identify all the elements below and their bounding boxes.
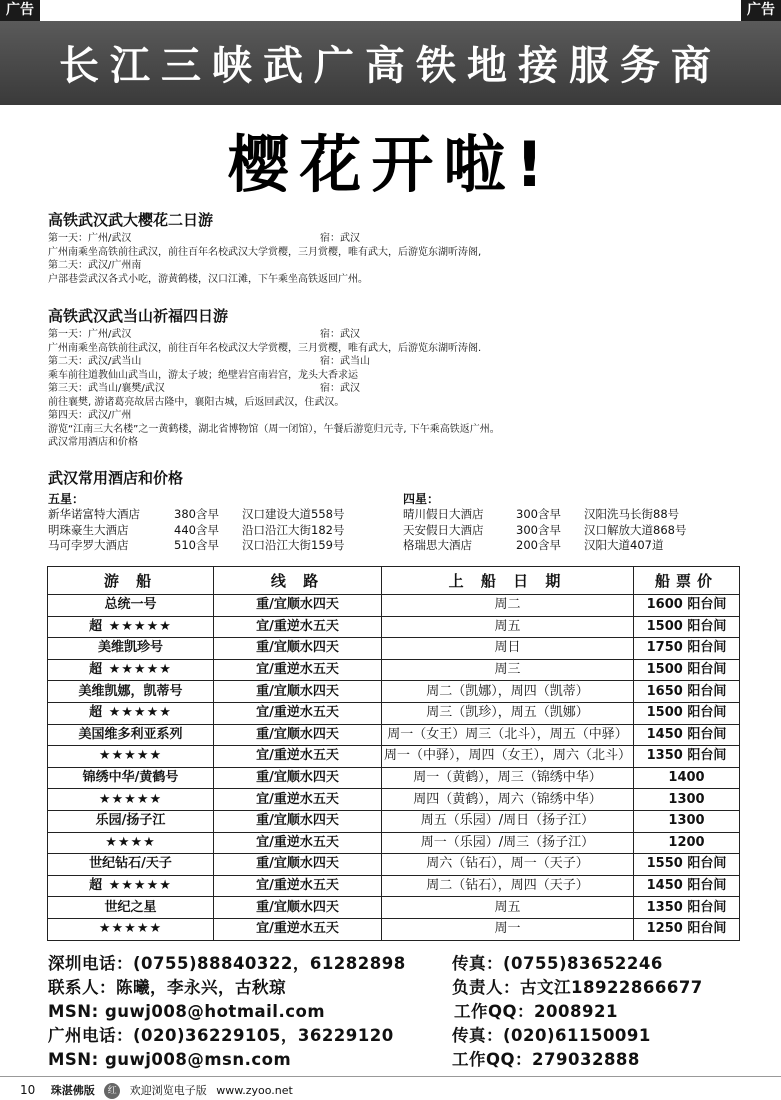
guangzhou-fax: 传真：(020)61150091 bbox=[452, 1026, 651, 1045]
itinerary-line bbox=[48, 396, 768, 410]
dates-cell: 周五 bbox=[382, 616, 634, 638]
itinerary-line bbox=[48, 409, 768, 423]
price-cell: 1450 阳台间 bbox=[634, 875, 740, 897]
dates-cell: 周六（钻石），周一（天子） bbox=[382, 854, 634, 876]
price-cell: 1450 阳台间 bbox=[634, 724, 740, 746]
price-cell: 1300 bbox=[634, 789, 740, 811]
hotel-name: 明珠豪生大酒店 bbox=[48, 522, 129, 537]
ship-rating: 超 ★★★★★ bbox=[48, 875, 214, 897]
dates-cell: 周三（凯珍），周五（凯娜） bbox=[382, 702, 634, 724]
table-row bbox=[48, 659, 740, 681]
ship-rating: ★★★★★ bbox=[48, 789, 214, 811]
route-cell: 重/宜顺水四天 bbox=[214, 681, 382, 703]
table-row bbox=[48, 767, 740, 789]
route-cell: 宜/重逆水五天 bbox=[214, 659, 382, 681]
itinerary-text: 第一天：广州/武汉 bbox=[48, 329, 132, 340]
route-cell: 宜/重逆水五天 bbox=[214, 746, 382, 768]
table-row bbox=[48, 724, 740, 746]
price-cell: 1750 阳台间 bbox=[634, 638, 740, 660]
hotel-name: 天安假日大酒店 bbox=[403, 522, 484, 537]
hotel-row bbox=[48, 538, 388, 554]
route-cell: 宜/重逆水五天 bbox=[214, 918, 382, 940]
hotel-price: 510含早 bbox=[174, 538, 219, 552]
footer-divider bbox=[0, 1076, 781, 1077]
tour-2-title: 高铁武汉武当山祈福四日游 bbox=[48, 307, 229, 325]
hotel-section bbox=[48, 468, 768, 488]
itinerary-text: 第二天：武汉/广州南 bbox=[48, 260, 142, 271]
ship-name: 总统一号 bbox=[48, 595, 214, 617]
itinerary-line bbox=[48, 382, 768, 396]
ship-name: 美维凯娜，凯蒂号 bbox=[48, 681, 214, 703]
price-cell: 1600 阳台间 bbox=[634, 595, 740, 617]
itinerary-line bbox=[48, 423, 768, 437]
msn-hotmail: MSN: guwj008@hotmail.com bbox=[48, 1002, 326, 1021]
ship-name: 世纪之星 bbox=[48, 897, 214, 919]
itinerary-line bbox=[48, 436, 768, 450]
table-row bbox=[48, 854, 740, 876]
dates-cell: 周五 bbox=[382, 897, 634, 919]
route-cell: 重/宜顺水四天 bbox=[214, 897, 382, 919]
tour-1 bbox=[48, 210, 768, 286]
route-cell: 重/宜顺水四天 bbox=[214, 638, 382, 660]
table-row bbox=[48, 595, 740, 617]
dates-cell: 周四（黄鹤），周六（锦绣中华） bbox=[382, 789, 634, 811]
price-cell: 1350 阳台间 bbox=[634, 897, 740, 919]
edition-logo-icon: 红 bbox=[104, 1083, 120, 1099]
price-cell: 1400 bbox=[634, 767, 740, 789]
dates-cell: 周三 bbox=[382, 659, 634, 681]
shenzhen-phone: 深圳电话：(0755)88840322，61282898 bbox=[48, 954, 406, 973]
price-cell: 1500 阳台间 bbox=[634, 659, 740, 681]
hotel-name: 马可孛罗大酒店 bbox=[48, 538, 129, 552]
ship-rating: 超 ★★★★★ bbox=[48, 659, 214, 681]
table-row bbox=[48, 638, 740, 660]
itinerary-text: 第一天：广州/武汉 bbox=[48, 233, 132, 244]
itinerary-text: 广州南乘坐高铁前往武汉，前往百年名校武汉大学赏樱，三月赏樱，唯有武大，后游览东湖听涛阁. bbox=[48, 342, 482, 354]
header-ship: 游 船 bbox=[48, 567, 214, 595]
itinerary-line bbox=[48, 328, 768, 342]
header-price: 船票价 bbox=[634, 567, 740, 595]
route-cell: 重/宜顺水四天 bbox=[214, 854, 382, 876]
ship-name: 世纪钻石/天子 bbox=[48, 854, 214, 876]
price-cell: 1550 阳台间 bbox=[634, 854, 740, 876]
lodging-text: 宿：武汉 bbox=[320, 233, 360, 244]
dates-cell: 周日 bbox=[382, 638, 634, 660]
ship-rating: 超 ★★★★★ bbox=[48, 616, 214, 638]
four-star-label: 四星： bbox=[403, 492, 440, 506]
ship-name: 美维凯珍号 bbox=[48, 638, 214, 660]
table-row bbox=[48, 616, 740, 638]
itinerary-text: 前往襄樊, 游诸葛亮故居古隆中，襄阳古城，后返回武汉，住武汉。 bbox=[48, 396, 345, 408]
itinerary-line bbox=[48, 369, 768, 383]
route-cell: 宜/重逆水五天 bbox=[214, 832, 382, 854]
hotel-row bbox=[403, 538, 743, 554]
price-cell: 1350 阳台间 bbox=[634, 746, 740, 768]
hotel-address: 汉口解放大道868号 bbox=[584, 522, 687, 537]
work-qq-1: 工作QQ：2008921 bbox=[454, 1002, 618, 1021]
hotel-price: 300含早 bbox=[516, 507, 561, 521]
five-star-label: 五星： bbox=[48, 492, 85, 506]
hotel-address: 汉阳洗马长街88号 bbox=[584, 507, 680, 521]
page-number: 10 bbox=[20, 1083, 36, 1097]
tour-2 bbox=[48, 306, 768, 450]
route-cell: 重/宜顺水四天 bbox=[214, 810, 382, 832]
hotel-price: 200含早 bbox=[516, 538, 561, 552]
price-cell: 1200 bbox=[634, 832, 740, 854]
table-row bbox=[48, 875, 740, 897]
hotel-price: 380含早 bbox=[174, 507, 219, 521]
dates-cell: 周二 bbox=[382, 595, 634, 617]
route-cell: 宜/重逆水五天 bbox=[214, 702, 382, 724]
table-row bbox=[48, 746, 740, 768]
route-cell: 宜/重逆水五天 bbox=[214, 616, 382, 638]
hotel-address: 汉口沿江大街159号 bbox=[242, 538, 345, 552]
hotel-price: 300含早 bbox=[516, 522, 561, 537]
hotel-address: 汉口建设大道558号 bbox=[242, 507, 345, 521]
hotel-row bbox=[48, 507, 388, 523]
hotel-row bbox=[403, 523, 743, 539]
itinerary-text: 第二天：武汉/武当山 bbox=[48, 356, 142, 367]
hotel-name: 晴川假日大酒店 bbox=[403, 507, 484, 521]
route-cell: 重/宜顺水四天 bbox=[214, 724, 382, 746]
hotel-address: 沿口沿江大街182号 bbox=[242, 522, 345, 537]
manager: 负责人：古文江18922866677 bbox=[452, 978, 703, 997]
welcome-text: 欢迎浏览电子版 bbox=[129, 1084, 207, 1097]
itinerary-line bbox=[48, 342, 768, 356]
price-cell: 1300 bbox=[634, 810, 740, 832]
price-cell: 1650 阳台间 bbox=[634, 681, 740, 703]
table-row bbox=[48, 702, 740, 724]
dates-cell: 周二（钻石），周四（天子） bbox=[382, 875, 634, 897]
website-link[interactable]: www.zyoo.net bbox=[216, 1084, 293, 1097]
cruise-table-header bbox=[48, 567, 740, 595]
ad-tag-left: 广告 bbox=[0, 0, 40, 21]
table-row bbox=[48, 681, 740, 703]
shenzhen-fax: 传真：(0755)83652246 bbox=[452, 954, 663, 973]
ship-name: 美国维多利亚系列 bbox=[48, 724, 214, 746]
itinerary-line bbox=[48, 355, 768, 369]
itinerary-line bbox=[48, 259, 768, 273]
route-cell: 宜/重逆水五天 bbox=[214, 789, 382, 811]
dates-cell: 周二（凯娜），周四（凯蒂） bbox=[382, 681, 634, 703]
dates-cell: 周一（乐园）/周三（扬子江） bbox=[382, 832, 634, 854]
dates-cell: 周一（中驿），周四（女王），周六（北斗） bbox=[382, 746, 634, 768]
edition-name: 珠湛佛版 bbox=[50, 1084, 95, 1097]
tour-2-itinerary bbox=[48, 328, 768, 450]
ad-tag-right: 广告 bbox=[741, 0, 781, 21]
lodging-text: 宿：武当山 bbox=[320, 356, 370, 367]
footer bbox=[20, 1082, 293, 1099]
hotel-name: 格瑞思大酒店 bbox=[403, 538, 472, 552]
guangzhou-phone: 广州电话：(020)36229105，36229120 bbox=[48, 1026, 394, 1045]
itinerary-text: 武汉常用酒店和价格 bbox=[48, 437, 138, 448]
itinerary-line bbox=[48, 246, 768, 260]
msn-msn: MSN: guwj008@msn.com bbox=[48, 1050, 292, 1069]
contact-info bbox=[48, 952, 748, 1072]
table-row bbox=[48, 832, 740, 854]
price-cell: 1250 阳台间 bbox=[634, 918, 740, 940]
table-row bbox=[48, 789, 740, 811]
headline: 樱花开啦! bbox=[227, 128, 554, 201]
table-row bbox=[48, 810, 740, 832]
hotel-address: 汉阳大道407道 bbox=[584, 538, 664, 552]
work-qq-2: 工作QQ：279032888 bbox=[452, 1050, 640, 1069]
dates-cell: 周五（乐园）/周日（扬子江） bbox=[382, 810, 634, 832]
five-star-hotels bbox=[48, 491, 388, 554]
ship-rating: ★★★★ bbox=[48, 832, 214, 854]
dates-cell: 周一（女王）周三（北斗），周五（中驿） bbox=[382, 724, 634, 746]
ship-name: 锦绣中华/黄鹤号 bbox=[48, 767, 214, 789]
hotel-row bbox=[403, 507, 743, 523]
dates-cell: 周一（黄鹤），周三（锦绣中华） bbox=[382, 767, 634, 789]
dates-cell: 周一 bbox=[382, 918, 634, 940]
header-dates: 上 船 日 期 bbox=[382, 567, 634, 595]
route-cell: 重/宜顺水四天 bbox=[214, 767, 382, 789]
hotel-price: 440含早 bbox=[174, 522, 219, 537]
hotel-section-title: 武汉常用酒店和价格 bbox=[48, 469, 184, 487]
contact-persons: 联系人：陈曦，李永兴，古秋琼 bbox=[48, 978, 286, 997]
price-cell: 1500 阳台间 bbox=[634, 616, 740, 638]
four-star-hotels bbox=[403, 491, 743, 554]
cruise-table bbox=[47, 566, 740, 941]
lodging-text: 宿：武汉 bbox=[320, 329, 360, 340]
banner-title: 长江三峡武广高铁地接服务商 bbox=[59, 42, 722, 89]
ship-rating: ★★★★★ bbox=[48, 746, 214, 768]
hotel-row bbox=[48, 523, 388, 539]
hotel-name: 新华诺富特大酒店 bbox=[48, 507, 140, 521]
table-row bbox=[48, 897, 740, 919]
itinerary-line bbox=[48, 273, 768, 287]
table-row bbox=[48, 918, 740, 940]
title-banner bbox=[0, 21, 781, 105]
itinerary-text: 广州南乘坐高铁前往武汉，前往百年名校武汉大学赏樱，三月赏樱，唯有武大，后游览东湖听涛阁, bbox=[48, 246, 482, 258]
lodging-text: 宿：武汉 bbox=[320, 383, 360, 394]
ship-rating: 超 ★★★★★ bbox=[48, 702, 214, 724]
itinerary-text: 游览“江南三大名楼”之一黄鹤楼，湖北省博物馆（周一闭馆），午餐后游览归元寺, 下午乘高铁返广州。 bbox=[48, 423, 500, 435]
itinerary-text: 乘车前往道教仙山武当山，游太子坡；绝壁岩宫南岩宫，龙头大香求运 bbox=[48, 369, 358, 381]
tour-1-itinerary bbox=[48, 232, 768, 286]
itinerary-text: 第三天：武当山/襄樊/武汉 bbox=[48, 383, 165, 394]
route-cell: 宜/重逆水五天 bbox=[214, 875, 382, 897]
header-route: 线 路 bbox=[214, 567, 382, 595]
itinerary-line bbox=[48, 232, 768, 246]
itinerary-text: 第四天：武汉/广州 bbox=[48, 410, 132, 421]
price-cell: 1500 阳台间 bbox=[634, 702, 740, 724]
tour-1-title: 高铁武汉武大樱花二日游 bbox=[48, 211, 214, 229]
route-cell: 重/宜顺水四天 bbox=[214, 595, 382, 617]
ship-name: 乐园/扬子江 bbox=[48, 810, 214, 832]
itinerary-text: 户部巷尝武汉各式小吃，游黄鹤楼，汉口江滩，下午乘坐高铁返回广州。 bbox=[48, 273, 368, 285]
ship-rating: ★★★★★ bbox=[48, 918, 214, 940]
